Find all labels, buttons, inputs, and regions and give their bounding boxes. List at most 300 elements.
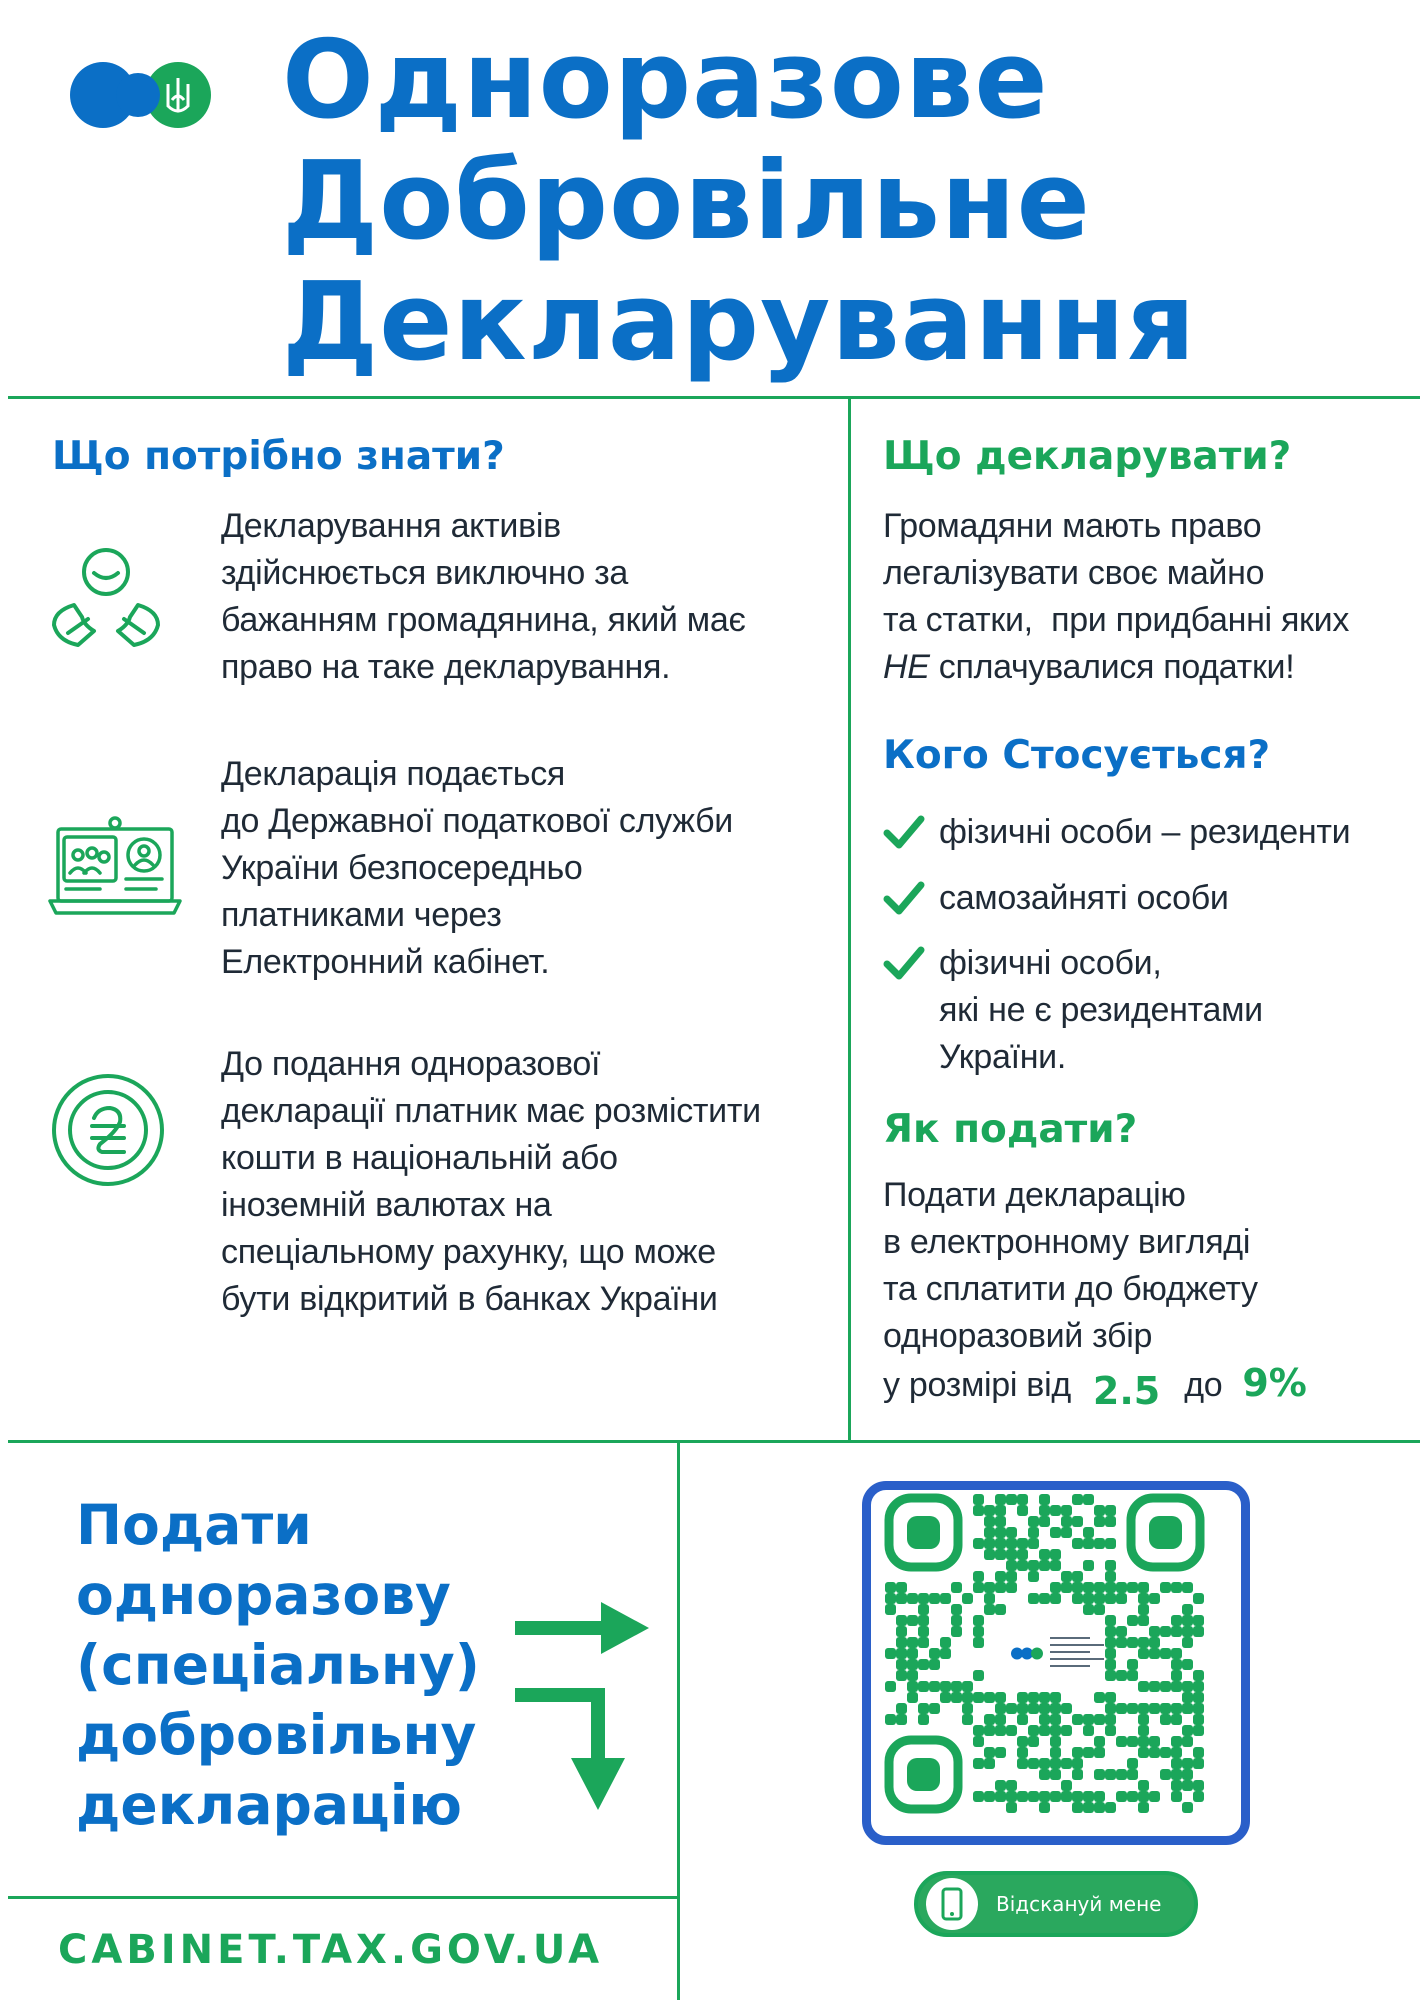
qr-module [1160, 1626, 1171, 1637]
qr-module [951, 1692, 962, 1703]
qr-module [918, 1604, 929, 1615]
qr-module [1193, 1593, 1204, 1604]
qr-module [1017, 1703, 1028, 1714]
cta-line: добровільну [76, 1703, 477, 1767]
qr-module [1072, 1582, 1083, 1593]
qr-module [995, 1604, 1006, 1615]
divider-middle [848, 396, 851, 1440]
qr-code-graphic [871, 1490, 1241, 1836]
qr-center-caption [1050, 1665, 1090, 1667]
qr-module [1116, 1582, 1127, 1593]
qr-module [940, 1681, 951, 1692]
qr-module [984, 1714, 995, 1725]
qr-module [1017, 1758, 1028, 1769]
qr-module [885, 1582, 896, 1593]
qr-module [1050, 1505, 1061, 1516]
qr-module [1039, 1505, 1050, 1516]
qr-module [1105, 1582, 1116, 1593]
qr-module [1149, 1637, 1160, 1648]
qr-finder-center [1149, 1516, 1182, 1549]
qr-module [1182, 1681, 1193, 1692]
rate-prefix: у розмірі від [883, 1366, 1071, 1404]
qr-module [1149, 1736, 1160, 1747]
qr-module [1083, 1593, 1094, 1604]
qr-module [973, 1736, 984, 1747]
qr-module [1171, 1626, 1182, 1637]
qr-module [885, 1604, 896, 1615]
qr-module [1017, 1538, 1028, 1549]
qr-module [1105, 1670, 1116, 1681]
qr-module [984, 1791, 995, 1802]
qr-module [1039, 1516, 1050, 1527]
qr-module [973, 1538, 984, 1549]
qr-module [951, 1604, 962, 1615]
qr-module [1028, 1703, 1039, 1714]
qr-module [995, 1780, 1006, 1791]
qr-module [1072, 1758, 1083, 1769]
qr-module [1083, 1560, 1094, 1571]
qr-module [929, 1648, 940, 1659]
qr-module [1017, 1714, 1028, 1725]
qr-module [1160, 1769, 1171, 1780]
qr-module [1006, 1538, 1017, 1549]
qr-module [896, 1670, 907, 1681]
qr-module [984, 1593, 995, 1604]
qr-module [1138, 1791, 1149, 1802]
qr-module [940, 1637, 951, 1648]
qr-module [907, 1593, 918, 1604]
qr-module [1105, 1637, 1116, 1648]
qr-module [1193, 1780, 1204, 1791]
qr-module [1149, 1593, 1160, 1604]
qr-module [907, 1659, 918, 1670]
divider-bottom-vertical [677, 1440, 680, 2000]
qr-module [1182, 1802, 1193, 1813]
rate-mid: до [1184, 1366, 1223, 1404]
qr-module [1193, 1692, 1204, 1703]
qr-module [1050, 1747, 1061, 1758]
qr-module [1171, 1582, 1182, 1593]
qr-module [984, 1582, 995, 1593]
qr-module [1160, 1747, 1171, 1758]
qr-module [1105, 1593, 1116, 1604]
what-to-declare-text [883, 503, 1413, 691]
qr-module [918, 1615, 929, 1626]
online-office-icon [48, 815, 182, 919]
qr-module [1105, 1505, 1116, 1516]
qr-module [1094, 1791, 1105, 1802]
qr-module [1028, 1516, 1039, 1527]
qr-module [1160, 1681, 1171, 1692]
qr-module [1094, 1769, 1105, 1780]
qr-module [1138, 1604, 1149, 1615]
qr-module [1127, 1615, 1138, 1626]
qr-module [1138, 1681, 1149, 1692]
qr-module [918, 1659, 929, 1670]
qr-module [896, 1714, 907, 1725]
qr-module [1006, 1802, 1017, 1813]
qr-module [1182, 1725, 1193, 1736]
scan-me-label: Відскануй мене [996, 1892, 1162, 1916]
qr-module [1116, 1769, 1127, 1780]
qr-module [1105, 1516, 1116, 1527]
qr-module [1105, 1725, 1116, 1736]
section-heading-what-to-declare: Що декларувати? [883, 434, 1292, 479]
rate-line [883, 1361, 1307, 1413]
qr-module [973, 1670, 984, 1681]
qr-module [1116, 1637, 1127, 1648]
qr-module [1182, 1692, 1193, 1703]
qr-module [1050, 1527, 1061, 1538]
qr-module [1006, 1582, 1017, 1593]
qr-module [973, 1494, 984, 1505]
qr-module [1028, 1758, 1039, 1769]
qr-module [1171, 1769, 1182, 1780]
person-icon [48, 545, 164, 651]
rate-min: 2.5 [1092, 1369, 1161, 1413]
info-text-1: Декларування активів здійснюється виключно за бажанням громадянина, який має право на таке декларування. [221, 507, 746, 686]
qr-module [1105, 1703, 1116, 1714]
qr-module [1061, 1791, 1072, 1802]
qr-module [1138, 1593, 1149, 1604]
qr-center-caption [1050, 1637, 1090, 1639]
qr-module [951, 1626, 962, 1637]
qr-module [1061, 1516, 1072, 1527]
qr-module [973, 1637, 984, 1648]
qr-module [1072, 1791, 1083, 1802]
qr-code[interactable] [862, 1481, 1250, 1845]
title-line-3: Декларування [282, 260, 1197, 385]
info-text-2: Декларація подається до Державної податкової служби України безпосередньо платниками через Електронний кабінет. [221, 755, 733, 981]
qr-module [1072, 1802, 1083, 1813]
qr-module [973, 1571, 984, 1582]
tax-service-logo [68, 60, 218, 130]
qr-module [885, 1648, 896, 1659]
qr-module [896, 1703, 907, 1714]
cta-line: Подати [76, 1493, 312, 1557]
qr-module [1083, 1604, 1094, 1615]
qr-module [1193, 1626, 1204, 1637]
qr-module [1182, 1736, 1193, 1747]
qr-module [1182, 1780, 1193, 1791]
qr-module [1039, 1560, 1050, 1571]
title-line-1: Одноразове [282, 18, 1049, 143]
qr-module [1028, 1527, 1039, 1538]
qr-module [1105, 1648, 1116, 1659]
qr-module [1193, 1791, 1204, 1802]
qr-module [1039, 1549, 1050, 1560]
qr-module [1193, 1758, 1204, 1769]
qr-module [1127, 1659, 1138, 1670]
qr-module [1105, 1615, 1116, 1626]
qr-module [995, 1527, 1006, 1538]
qr-module [1050, 1593, 1061, 1604]
qr-module [885, 1593, 896, 1604]
qr-module [1160, 1703, 1171, 1714]
qr-module [1083, 1582, 1094, 1593]
qr-module [951, 1681, 962, 1692]
qr-module [1182, 1758, 1193, 1769]
qr-module [973, 1692, 984, 1703]
qr-module [1149, 1791, 1160, 1802]
qr-module [995, 1571, 1006, 1582]
qr-module [1149, 1703, 1160, 1714]
section-heading-how-to-submit: Як подати? [883, 1107, 1138, 1152]
qr-module [995, 1494, 1006, 1505]
qr-module [1061, 1505, 1072, 1516]
title-line-2: Добровільне [282, 139, 1091, 264]
qr-module [1193, 1681, 1204, 1692]
checkmark-icon [883, 877, 925, 919]
qr-module [1039, 1494, 1050, 1505]
qr-module [1094, 1505, 1105, 1516]
qr-module [1072, 1538, 1083, 1549]
qr-module [1127, 1758, 1138, 1769]
qr-module [1050, 1791, 1061, 1802]
qr-module [1006, 1527, 1017, 1538]
qr-module [973, 1505, 984, 1516]
qr-module [1083, 1714, 1094, 1725]
qr-module [995, 1791, 1006, 1802]
cta-line: (спеціальну) [76, 1633, 480, 1697]
qr-module [918, 1637, 929, 1648]
qr-module [918, 1681, 929, 1692]
qr-module [962, 1681, 973, 1692]
qr-module [995, 1703, 1006, 1714]
qr-module [1182, 1637, 1193, 1648]
qr-module [1050, 1703, 1061, 1714]
phone-icon [926, 1878, 978, 1930]
cta-line: декларацію [76, 1773, 463, 1837]
qr-center-caption [1050, 1651, 1090, 1653]
qr-module [984, 1604, 995, 1615]
qr-module [1171, 1648, 1182, 1659]
qr-module [973, 1582, 984, 1593]
checkmark-icon [883, 811, 925, 853]
qr-module [1138, 1615, 1149, 1626]
qr-module [1017, 1494, 1028, 1505]
qr-module [1138, 1637, 1149, 1648]
qr-module [1050, 1769, 1061, 1780]
qr-module [1006, 1560, 1017, 1571]
qr-module [907, 1648, 918, 1659]
qr-module [1006, 1703, 1017, 1714]
qr-module [1138, 1648, 1149, 1659]
qr-module [1039, 1769, 1050, 1780]
qr-module [929, 1593, 940, 1604]
qr-module [962, 1692, 973, 1703]
qr-module [940, 1593, 951, 1604]
qr-module [1182, 1659, 1193, 1670]
qr-module [1160, 1714, 1171, 1725]
qr-module [1094, 1747, 1105, 1758]
qr-module [1028, 1791, 1039, 1802]
qr-module [995, 1582, 1006, 1593]
qr-module [984, 1516, 995, 1527]
website-url[interactable]: CABINET.TAX.GOV.UA [58, 1927, 604, 1973]
qr-module [984, 1747, 995, 1758]
qr-module [1105, 1692, 1116, 1703]
qr-module [973, 1626, 984, 1637]
qr-module [1182, 1703, 1193, 1714]
qr-module [1061, 1703, 1072, 1714]
qr-module [1171, 1758, 1182, 1769]
qr-module [1083, 1747, 1094, 1758]
qr-module [1105, 1802, 1116, 1813]
qr-module [1050, 1560, 1061, 1571]
qr-module [1116, 1593, 1127, 1604]
qr-module [907, 1670, 918, 1681]
qr-module [984, 1527, 995, 1538]
page-title [282, 20, 1382, 383]
qr-center-caption [1050, 1644, 1104, 1646]
qr-module [1149, 1747, 1160, 1758]
qr-module [1072, 1571, 1083, 1582]
qr-finder-center [907, 1516, 940, 1549]
qr-module [1105, 1560, 1116, 1571]
qr-module [1116, 1626, 1127, 1637]
qr-module [1039, 1791, 1050, 1802]
qr-module [1094, 1802, 1105, 1813]
qr-module [918, 1703, 929, 1714]
qr-module [1182, 1769, 1193, 1780]
qr-module [1171, 1747, 1182, 1758]
info-text-3: До подання одноразової декларації платник має розмістити кошти в національній або іноземній валютах на спеціальному рахунку, що може бути відкритий в банках України [221, 1045, 761, 1318]
qr-module [1061, 1725, 1072, 1736]
qr-module [1105, 1769, 1116, 1780]
qr-module [951, 1615, 962, 1626]
cta-text [76, 1490, 536, 1840]
qr-module [1171, 1714, 1182, 1725]
qr-module [1028, 1538, 1039, 1549]
qr-module [1094, 1593, 1105, 1604]
qr-module [1017, 1692, 1028, 1703]
what-line-1: Громадяни мають право [883, 507, 1262, 545]
qr-module [1171, 1780, 1182, 1791]
qr-module [1006, 1571, 1017, 1582]
qr-module [1171, 1681, 1182, 1692]
qr-module [1160, 1582, 1171, 1593]
qr-module [984, 1549, 995, 1560]
qr-module [896, 1582, 907, 1593]
qr-module [1006, 1725, 1017, 1736]
qr-module [1116, 1670, 1127, 1681]
qr-module [1061, 1527, 1072, 1538]
qr-module [1138, 1780, 1149, 1791]
qr-module [1094, 1516, 1105, 1527]
qr-module [962, 1703, 973, 1714]
qr-module [1028, 1736, 1039, 1747]
qr-module [907, 1615, 918, 1626]
checkmark-icon [883, 942, 925, 984]
divider-url [8, 1896, 678, 1899]
qr-module [973, 1758, 984, 1769]
what-line-3: та статки, при придбанні яких [883, 601, 1350, 639]
qr-module [1105, 1714, 1116, 1725]
qr-module [896, 1637, 907, 1648]
qr-module [1127, 1670, 1138, 1681]
qr-module [1138, 1725, 1149, 1736]
qr-module [1105, 1659, 1116, 1670]
qr-module [1072, 1516, 1083, 1527]
qr-module [1072, 1593, 1083, 1604]
qr-module [1039, 1802, 1050, 1813]
qr-module [1050, 1758, 1061, 1769]
qr-module [1083, 1802, 1094, 1813]
qr-module [1116, 1703, 1127, 1714]
qr-module [1050, 1736, 1061, 1747]
divider-top [8, 396, 1420, 399]
qr-module [1138, 1802, 1149, 1813]
qr-module [995, 1549, 1006, 1560]
qr-module [1193, 1703, 1204, 1714]
qr-module [1028, 1725, 1039, 1736]
qr-finder-center [907, 1758, 940, 1791]
qr-module [1105, 1571, 1116, 1582]
qr-module [1039, 1725, 1050, 1736]
qr-module [1193, 1747, 1204, 1758]
qr-module [984, 1692, 995, 1703]
qr-module [1182, 1582, 1193, 1593]
qr-module [1017, 1791, 1028, 1802]
qr-module [1017, 1560, 1028, 1571]
qr-module [940, 1648, 951, 1659]
qr-module [1171, 1670, 1182, 1681]
qr-module [1050, 1725, 1061, 1736]
qr-module [1138, 1714, 1149, 1725]
qr-module [1050, 1582, 1061, 1593]
qr-module [896, 1648, 907, 1659]
qr-module [1149, 1648, 1160, 1659]
qr-module [1072, 1494, 1083, 1505]
who-item-text: фізичні особи, які не є резидентами України. [939, 944, 1263, 1076]
qr-module [984, 1538, 995, 1549]
qr-module [1039, 1714, 1050, 1725]
qr-module [1171, 1703, 1182, 1714]
qr-module [1182, 1604, 1193, 1615]
qr-module [1171, 1615, 1182, 1626]
rate-max: 9% [1242, 1361, 1307, 1405]
qr-module [1193, 1714, 1204, 1725]
qr-module [995, 1692, 1006, 1703]
qr-module [984, 1505, 995, 1516]
qr-module [962, 1593, 973, 1604]
qr-module [1138, 1747, 1149, 1758]
who-item-2 [883, 875, 1229, 922]
arrow-right-icon [515, 1598, 651, 1658]
qr-module [1094, 1538, 1105, 1549]
qr-module [1039, 1703, 1050, 1714]
qr-module [918, 1593, 929, 1604]
qr-module [1039, 1758, 1050, 1769]
qr-module [973, 1615, 984, 1626]
qr-module [1083, 1538, 1094, 1549]
qr-module [1017, 1736, 1028, 1747]
qr-module [1138, 1582, 1149, 1593]
qr-module [1061, 1780, 1072, 1791]
qr-module [995, 1725, 1006, 1736]
qr-module [929, 1681, 940, 1692]
qr-module [1028, 1593, 1039, 1604]
how-to-submit-text: Подати декларацію в електронному вигляді та сплатити до бюджету одноразовий збір [883, 1176, 1258, 1355]
divider-bottom-section [8, 1440, 1420, 1443]
qr-module [1105, 1626, 1116, 1637]
qr-module [1028, 1560, 1039, 1571]
qr-module [1006, 1780, 1017, 1791]
qr-module [1127, 1582, 1138, 1593]
qr-module [1171, 1659, 1182, 1670]
qr-module [1050, 1549, 1061, 1560]
